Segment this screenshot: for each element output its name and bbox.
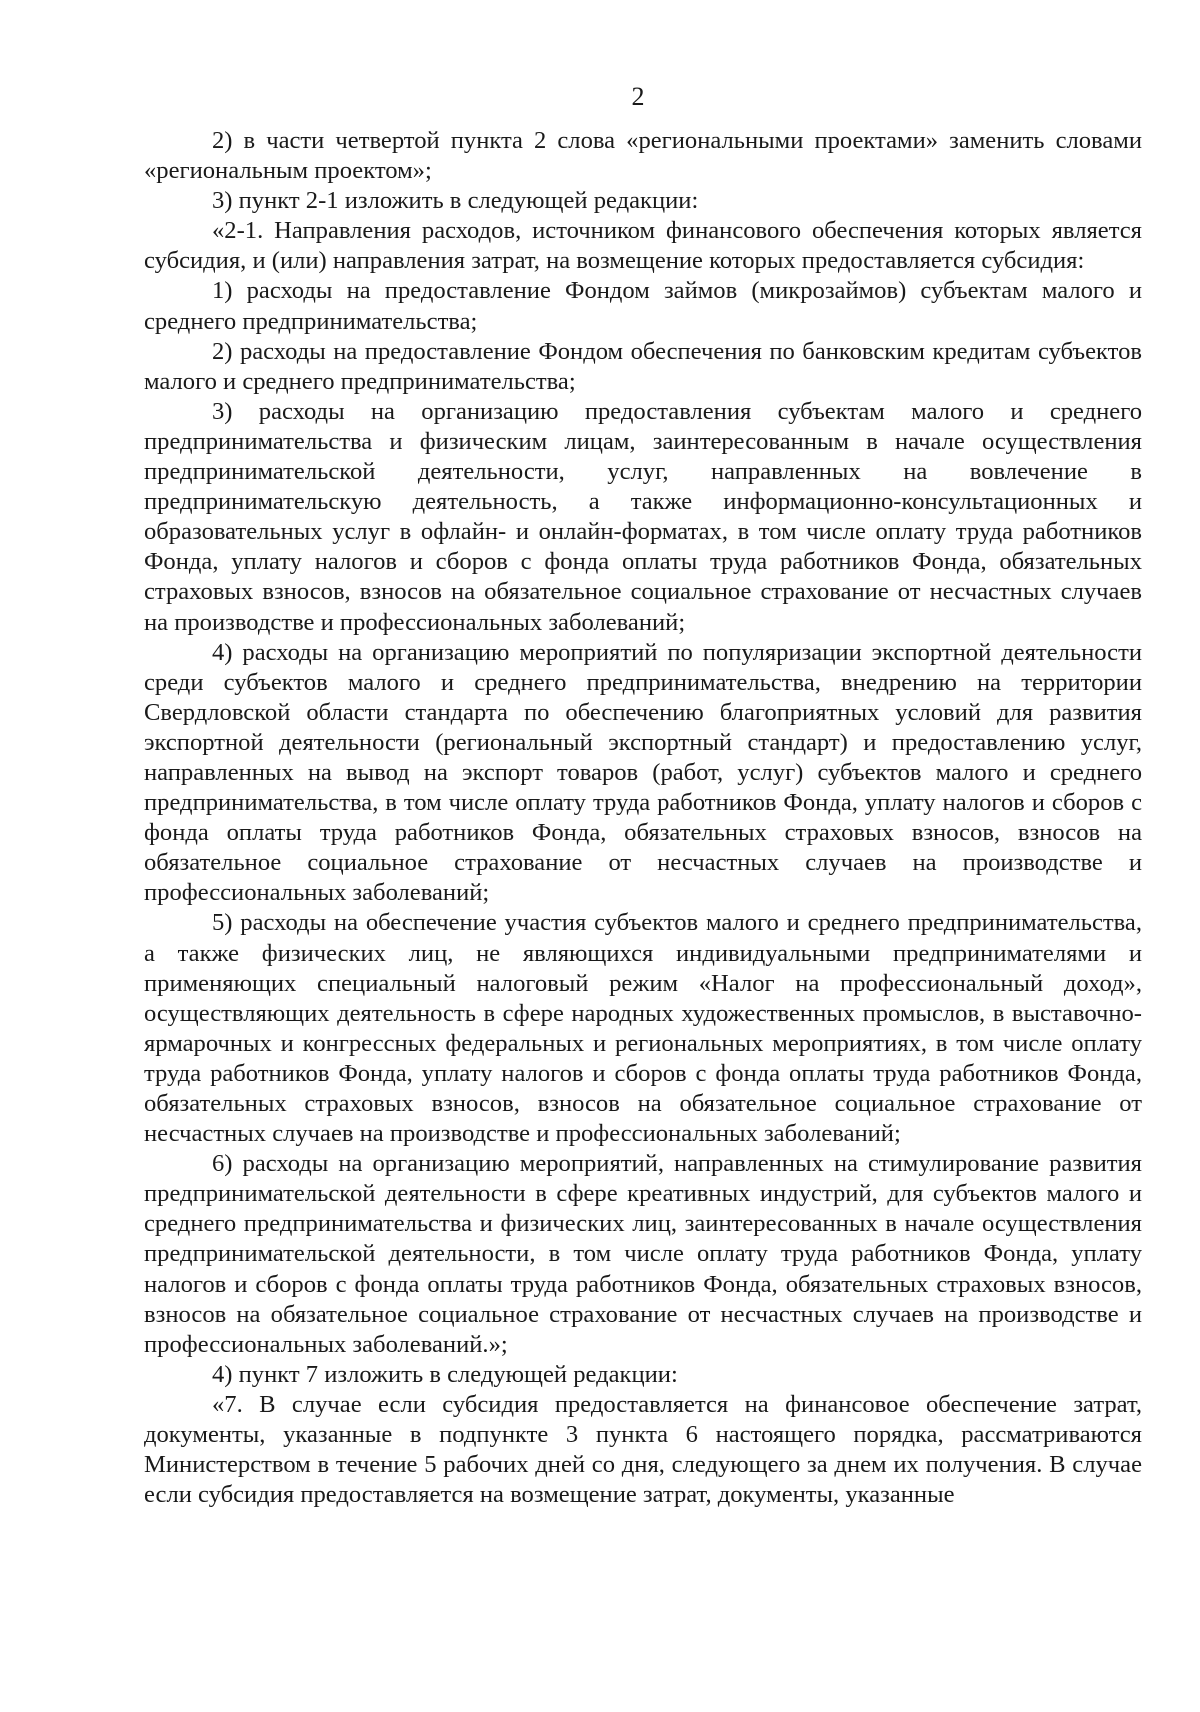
paragraph-amendment-2: 2) в части четвертой пункта 2 слова «региональными проектами» заменить словами «региональным проектом»; [144,127,1142,185]
document-body [144,126,1142,1510]
paragraph-item-6: 6) расходы на организацию мероприятий, направленных на стимулирование развития предпринимательской деятельности в сфере креативных индустрий, для субъектов малого и среднего предпринимательства и физических лиц, заинтересованных в начале осуществления предпринимательской деятельности, в том числе оплату труда работников Фонда, уплату налогов и сборов с фонда оплаты труда работников Фонда, обязательных страховых взносов, взносов на обязательное социальное страхование от несчастных случаев на производстве и профессиональных заболеваний.»; [144,1150,1142,1358]
paragraph-amendment-3: 3) пункт 2-1 изложить в следующей редакции: [212,187,699,215]
paragraph-item-1: 1) расходы на предоставление Фондом займов (микрозаймов) субъектам малого и среднего предпринимательства; [144,277,1142,335]
page-number: 2 [631,82,645,111]
paragraph-item-2: 2) расходы на предоставление Фондом обеспечения по банковским кредитам субъектов малого и среднего предпринимательства; [144,337,1142,395]
paragraph-item-5: 5) расходы на обеспечение участия субъектов малого и среднего предпринимательства, а также физических лиц, не являющихся индивидуальными предпринимателями и применяющих специальный налоговый режим «Налог на профессиональный доход», осуществляющих деятельность в сфере народных художественных промыслов, в выставочно-ярмарочных и конгрессных федеральных и региональных мероприятиях, в том числе оплату труда работников Фонда, уплату налогов и сборов с фонда оплаты труда работников Фонда, обязательных страховых взносов, взносов на обязательное социальное страхование от несчастных случаев на производстве и профессиональных заболеваний; [144,909,1142,1148]
paragraph-item-3: 3) расходы на организацию предоставления субъектам малого и среднего предпринимательства и физическим лицам, заинтересованным в начале осуществления предпринимательской деятельности, услуг, направленных на вовлечение в предпринимательскую деятельность, а также информационно-консультационных и образовательных услуг в офлайн- и онлайн-форматах, в том числе оплату труда работников Фонда, уплату налогов и сборов с фонда оплаты труда работников Фонда, обязательных страховых взносов, взносов на обязательное социальное страхование от несчастных случаев на производстве и профессиональных заболеваний; [144,397,1142,636]
paragraph-amendment-4: 4) пункт 7 изложить в следующей редакции: [212,1360,678,1388]
paragraph-clause-2-1: «2-1. Направления расходов, источником финансового обеспечения которых является субсидия, и (или) направления затрат, на возмещение которых предоставляется субсидия: [144,217,1142,275]
paragraph-clause-7: «7. В случае если субсидия предоставляется на финансовое обеспечение затрат, документы, указанные в подпункте 3 пункта 6 настоящего порядка, рассматриваются Министерством в течение 5 рабочих дней со дня, следующего за днем их получения. В случае если субсидия предоставляется на возмещение затрат, документы, указанные [144,1390,1142,1509]
paragraph-item-4: 4) расходы на организацию мероприятий по популяризации экспортной деятельности среди субъектов малого и среднего предпринимательства, внедрению на территории Свердловской области стандарта по обеспечению благоприятных условий для развития экспортной деятельности (региональный экспортный стандарт) и предоставлению услуг, направленных на вывод на экспорт товаров (работ, услуг) субъектов малого и среднего предпринимательства, в том числе оплату труда работников Фонда, уплату налогов и сборов с фонда оплаты труда работников Фонда, обязательных страховых взносов, взносов на обязательное социальное страхование от несчастных случаев на производстве и профессиональных заболеваний; [144,638,1142,907]
